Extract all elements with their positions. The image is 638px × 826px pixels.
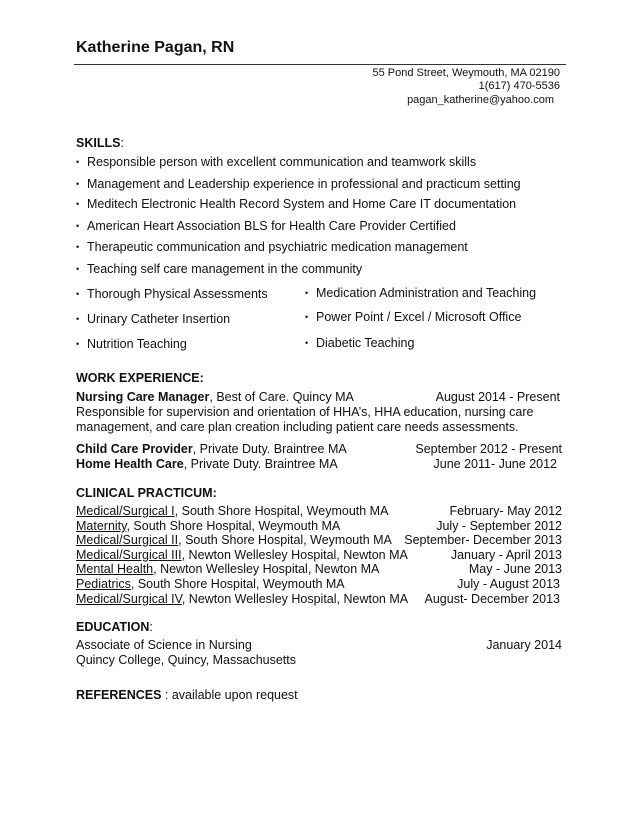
job-dates: September 2012 - Present bbox=[415, 442, 562, 456]
references-heading: REFERENCES bbox=[76, 688, 162, 702]
skill-text: Power Point / Excel / Microsoft Office bbox=[316, 310, 522, 324]
clinical-unit: Medical/Surgical II bbox=[76, 533, 179, 547]
job-entry bbox=[76, 457, 338, 471]
skill-item bbox=[76, 197, 516, 211]
bullet-icon: • bbox=[76, 264, 80, 274]
bullet-icon: • bbox=[305, 288, 309, 298]
skill-text: Urinary Catheter Insertion bbox=[87, 312, 231, 326]
clinical-dates: July - August 2013 bbox=[457, 577, 560, 591]
job-title: Home Health Care bbox=[76, 457, 184, 471]
references-line bbox=[76, 688, 298, 702]
skill-item-right bbox=[305, 336, 414, 350]
skill-item-right bbox=[305, 310, 521, 324]
clinical-row bbox=[76, 533, 392, 547]
job-title: Nursing Care Manager bbox=[76, 390, 210, 404]
job-title: Child Care Provider bbox=[76, 442, 193, 456]
skills-heading-text: SKILLS bbox=[76, 136, 121, 150]
skill-text: Diabetic Teaching bbox=[316, 336, 415, 350]
skill-item bbox=[76, 177, 521, 191]
skill-text: Therapeutic communication and psychiatric medication management bbox=[87, 240, 468, 254]
skill-text: Medication Administration and Teaching bbox=[316, 286, 537, 300]
skill-item bbox=[76, 240, 468, 254]
clinical-row bbox=[76, 577, 345, 591]
skill-item bbox=[76, 219, 456, 233]
skills-heading-colon: : bbox=[120, 136, 124, 150]
clinical-unit: Medical/Surgical IV bbox=[76, 592, 182, 606]
clinical-unit: Pediatrics bbox=[76, 577, 131, 591]
job-dates: August 2014 - Present bbox=[435, 390, 560, 404]
education-heading-text: EDUCATION bbox=[76, 620, 150, 634]
skill-text: Nutrition Teaching bbox=[87, 337, 187, 351]
job-description-line: management, and care plan creation including patient care needs assessments. bbox=[76, 420, 519, 434]
job-employer: , Private Duty. Braintree MA bbox=[183, 457, 338, 471]
bullet-icon: • bbox=[76, 314, 80, 324]
clinical-unit: Medical/Surgical III bbox=[76, 548, 182, 562]
clinical-dates: August- December 2013 bbox=[424, 592, 560, 606]
skill-text: Thorough Physical Assessments bbox=[87, 287, 268, 301]
clinical-row bbox=[76, 548, 408, 562]
clinical-unit: Medical/Surgical I bbox=[76, 504, 175, 518]
skill-item-left bbox=[76, 312, 230, 326]
clinical-site: , Newton Wellesley Hospital, Newton MA bbox=[181, 592, 409, 606]
bullet-icon: • bbox=[76, 179, 80, 189]
skill-item-left bbox=[76, 337, 187, 351]
job-entry bbox=[76, 442, 347, 456]
education-heading-colon: : bbox=[149, 620, 153, 634]
clinical-unit: Mental Health bbox=[76, 562, 154, 576]
candidate-name: Katherine Pagan, RN bbox=[76, 39, 235, 56]
skill-item bbox=[76, 262, 362, 276]
bullet-icon: • bbox=[76, 199, 80, 209]
bullet-icon: • bbox=[305, 338, 309, 348]
education-heading bbox=[76, 620, 153, 634]
clinical-site: , South Shore Hospital, Weymouth MA bbox=[178, 533, 392, 547]
clinical-row bbox=[76, 592, 408, 606]
clinical-site: , Newton Wellesley Hospital, Newton MA bbox=[181, 548, 408, 562]
skills-heading bbox=[76, 136, 124, 150]
skill-text: Management and Leadership experience in professional and practicum setting bbox=[87, 177, 521, 191]
header-divider bbox=[74, 64, 566, 65]
job-dates: June 2011- June 2012 bbox=[433, 457, 557, 471]
bullet-icon: • bbox=[76, 242, 80, 252]
clinical-dates: January - April 2013 bbox=[450, 548, 562, 562]
education-school: Quincy College, Quincy, Massachusetts bbox=[76, 653, 297, 667]
clinical-dates: May - June 2013 bbox=[468, 562, 562, 576]
bullet-icon: • bbox=[76, 289, 80, 299]
clinical-site: , South Shore Hospital, Weymouth MA bbox=[130, 577, 345, 591]
clinical-site: , Newton Wellesley Hospital, Newton MA bbox=[153, 562, 380, 576]
clinical-dates: July - September 2012 bbox=[436, 519, 562, 533]
skill-text: Teaching self care management in the community bbox=[87, 262, 363, 276]
clinical-row bbox=[76, 562, 379, 576]
bullet-icon: • bbox=[76, 157, 80, 167]
job-employer: , Private Duty. Braintree MA bbox=[192, 442, 347, 456]
skill-item-right bbox=[305, 286, 536, 300]
skill-text: Responsible person with excellent communication and teamwork skills bbox=[87, 155, 477, 169]
clinical-row bbox=[76, 519, 340, 533]
work-heading: WORK EXPERIENCE: bbox=[76, 371, 204, 385]
bullet-icon: • bbox=[76, 221, 80, 231]
skill-text: Meditech Electronic Health Record System and Home Care IT documentation bbox=[87, 197, 517, 211]
bullet-icon: • bbox=[76, 339, 80, 349]
contact-address: 55 Pond Street, Weymouth, MA 02190 bbox=[372, 67, 560, 79]
clinical-heading: CLINICAL PRACTICUM: bbox=[76, 486, 217, 500]
contact-phone: 1(617) 470-5536 bbox=[478, 80, 560, 92]
clinical-dates: September- December 2013 bbox=[404, 533, 562, 547]
clinical-unit: Maternity bbox=[76, 519, 127, 533]
clinical-row bbox=[76, 504, 388, 518]
bullet-icon: • bbox=[305, 312, 309, 322]
skill-item-left bbox=[76, 287, 268, 301]
clinical-dates: February- May 2012 bbox=[449, 504, 562, 518]
skill-text: American Heart Association BLS for Health Care Provider Certified bbox=[87, 219, 456, 233]
job-employer: , Best of Care. Quincy MA bbox=[209, 390, 354, 404]
contact-email: pagan_katherine@yahoo.com bbox=[407, 94, 554, 106]
job-entry bbox=[76, 390, 354, 404]
education-degree: Associate of Science in Nursing bbox=[76, 638, 252, 652]
references-text: : available upon request bbox=[161, 688, 298, 702]
job-description-line: Responsible for supervision and orientation of HHA’s, HHA education, nursing care bbox=[76, 405, 534, 419]
clinical-site: , South Shore Hospital, Weymouth MA bbox=[126, 519, 341, 533]
clinical-site: , South Shore Hospital, Weymouth MA bbox=[174, 504, 389, 518]
skill-item bbox=[76, 155, 476, 169]
education-date: January 2014 bbox=[486, 638, 562, 652]
